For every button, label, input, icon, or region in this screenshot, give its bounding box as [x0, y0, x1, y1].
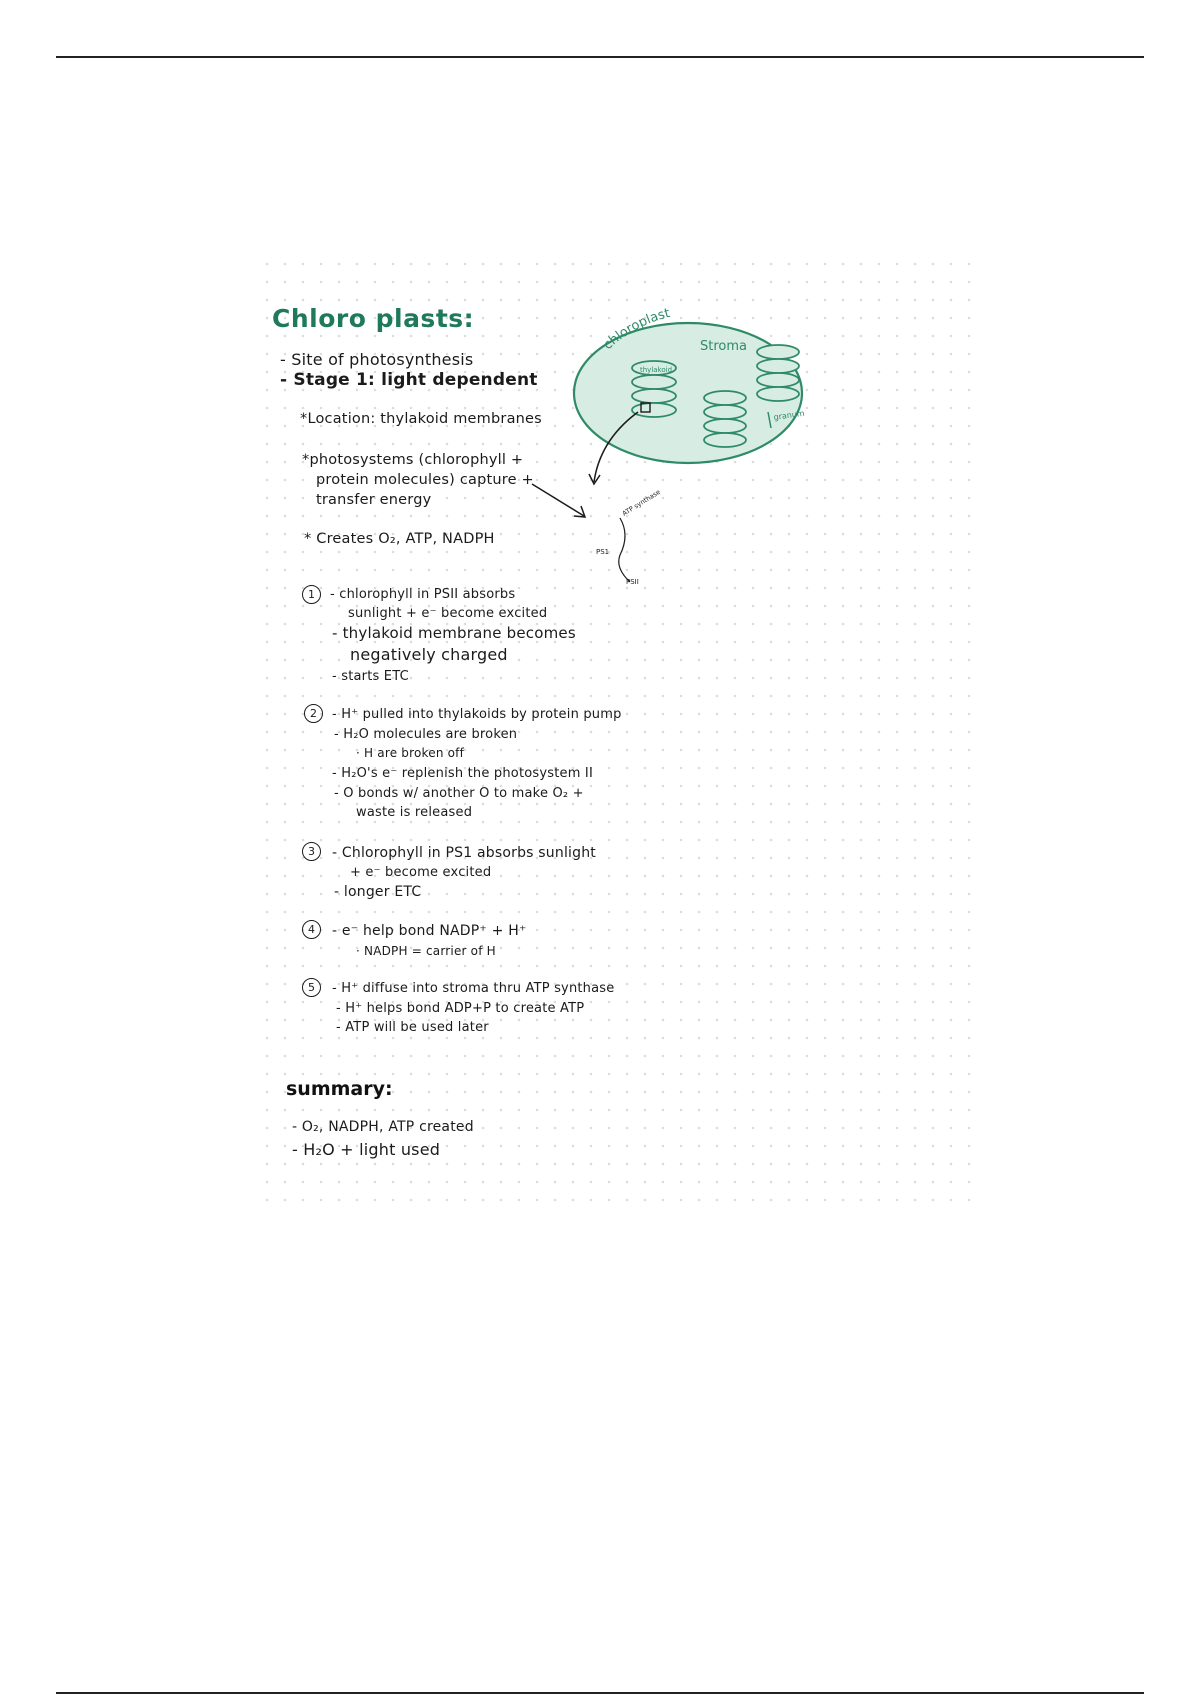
- note-location: *Location: thylakoid membranes: [300, 411, 542, 427]
- atp-synthase-label: ATP synthase: [620, 487, 662, 518]
- step-3-line-2: + e⁻ become excited: [350, 865, 492, 880]
- step-2-line-6: waste is released: [356, 805, 473, 820]
- step-5-line-1: - H⁺ diffuse into stroma thru ATP synthase: [332, 981, 615, 996]
- note-photosystems-3: transfer energy: [316, 492, 432, 508]
- summary-line-2: - H₂O + light used: [292, 1140, 441, 1159]
- step-2-line-4: - H₂O's e⁻ replenish the photosystem II: [332, 766, 593, 781]
- step-3-number: 3: [302, 842, 321, 861]
- stroma-label: Stroma: [700, 339, 747, 354]
- step-3-line-1: - Chlorophyll in PS1 absorbs sunlight: [332, 845, 596, 861]
- step-1-number: 1: [302, 585, 321, 604]
- top-rule: [56, 56, 1144, 58]
- page-title: Chloro plasts:: [272, 304, 475, 333]
- ps1-label: PS1: [596, 548, 610, 556]
- note-creates: * Creates O₂, ATP, NADPH: [304, 531, 495, 547]
- step-2-line-1: - H⁺ pulled into thylakoids by protein pump: [332, 707, 622, 722]
- step-2-line-2: - H₂O molecules are broken: [334, 727, 518, 742]
- step-4-number: 4: [302, 920, 321, 939]
- intro-site: - Site of photosynthesis: [280, 350, 474, 369]
- step-1-line-2: sunlight + e⁻ become excited: [348, 606, 548, 621]
- notes-arrow-line: [532, 484, 584, 516]
- membrane-zoom: [619, 518, 630, 582]
- bottom-rule: [56, 1692, 1144, 1694]
- chloroplast-diagram: [520, 300, 850, 600]
- step-5-line-3: - ATP will be used later: [336, 1020, 489, 1035]
- step-3-line-3: - longer ETC: [334, 884, 422, 900]
- thylakoid-label: thylakoid: [640, 366, 673, 374]
- note-photosystems-2: protein molecules) capture +: [316, 472, 534, 488]
- ps2-label: PSII: [626, 578, 639, 586]
- step-5-line-2: - H⁺ helps bond ADP+P to create ATP: [336, 1001, 585, 1016]
- granum-label: granum: [773, 408, 806, 422]
- summary-line-1: - O₂, NADPH, ATP created: [292, 1119, 474, 1135]
- notes-arrow: [528, 478, 592, 524]
- step-5-number: 5: [302, 978, 321, 997]
- summary-title: summary:: [286, 1078, 393, 1100]
- step-1-line-1: - chlorophyll in PSII absorbs: [330, 587, 516, 602]
- step-1-line-4: negatively charged: [350, 645, 508, 664]
- step-2-line-5: - O bonds w/ another O to make O₂ +: [334, 786, 584, 801]
- step-1-line-3: - thylakoid membrane becomes: [332, 624, 576, 642]
- step-1-line-5: - starts ETC: [332, 669, 409, 684]
- intro-stage: - Stage 1: light dependent: [280, 370, 538, 390]
- step-4-line-2: · NADPH = carrier of H: [356, 944, 496, 958]
- step-4-line-1: - e⁻ help bond NADP⁺ + H⁺: [332, 923, 527, 939]
- step-2-line-3: · H are broken off: [356, 746, 465, 760]
- note-photosystems-1: *photosystems (chlorophyll +: [302, 452, 524, 468]
- chloroplast-label: chloroplast: [600, 305, 672, 353]
- step-2-number: 2: [304, 704, 323, 723]
